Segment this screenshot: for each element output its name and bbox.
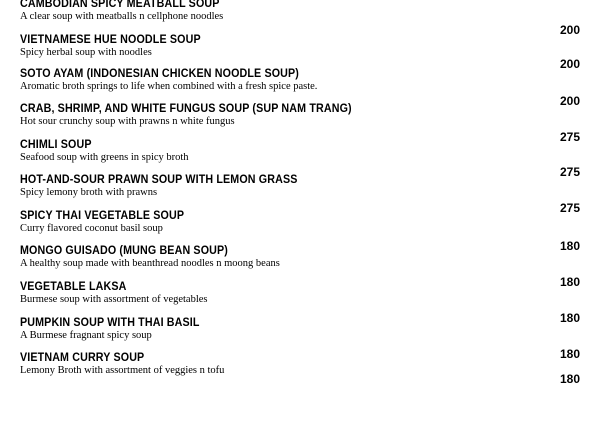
item-description: Hot sour crunchy soup with prawns n white fungus (20, 116, 235, 127)
menu-item (20, 0, 580, 30)
item-name: HOT-AND-SOUR PRAWN SOUP WITH LEMON GRASS (20, 174, 298, 186)
item-description: Burmese soup with assortment of vegetables (20, 294, 208, 305)
menu-item (20, 239, 580, 277)
item-price: 180 (559, 311, 580, 325)
item-name: CHIMLI SOUP (20, 139, 92, 151)
item-description: Aromatic broth springs to life when combined with a fresh spice paste. (20, 81, 318, 92)
item-price: 275 (559, 201, 580, 215)
menu-item (20, 130, 580, 171)
item-name: PUMPKIN SOUP WITH THAI BASIL (20, 317, 200, 329)
item-description: A healthy soup made with beanthread noodles n moong beans (20, 258, 280, 269)
item-description: A Burmese fragnant spicy soup (20, 330, 152, 341)
item-name: SOTO AYAM (INDONESIAN CHICKEN NOODLE SOUP) (20, 68, 300, 80)
menu-item (20, 275, 580, 313)
menu-item (20, 57, 580, 100)
menu-item (20, 201, 580, 242)
menu-item (20, 347, 580, 384)
item-price: 200 (559, 57, 580, 71)
item-description: Spicy lemony broth with prawns (20, 187, 158, 198)
menu-item (20, 311, 580, 349)
item-price: 200 (559, 23, 580, 37)
item-name: VIETNAMESE HUE NOODLE SOUP (20, 34, 201, 46)
item-price: 200 (559, 94, 580, 108)
menu-item (20, 165, 580, 206)
item-price: 180 (559, 275, 580, 289)
item-description: A clear soup with meatballs n cellphone noodles (20, 11, 224, 22)
item-price: 275 (559, 165, 580, 179)
item-description: Seafood soup with greens in spicy broth (20, 152, 189, 163)
item-price: 180 (559, 347, 580, 361)
item-name: MONGO GUISADO (MUNG BEAN SOUP) (20, 245, 228, 257)
item-name: VIETNAM CURRY SOUP (20, 352, 145, 364)
item-price: 180 (559, 239, 580, 253)
item-name: CRAB, SHRIMP, AND WHITE FUNGUS SOUP (SUP NAM TRANG) (20, 103, 352, 115)
item-description: Curry flavored coconut basil soup (20, 223, 163, 234)
item-name: SPICY THAI VEGETABLE SOUP (20, 210, 185, 222)
menu-item (20, 23, 580, 66)
item-name: CAMBODIAN SPICY MEATBALL SOUP (20, 0, 220, 10)
menu-item (20, 94, 580, 135)
item-description: Spicy herbal soup with noodles (20, 47, 152, 58)
item-description: Lemony Broth with assortment of veggies n tofu (20, 365, 225, 376)
item-price: 275 (559, 130, 580, 144)
item-price: 180 (559, 372, 580, 386)
item-name: VEGETABLE LAKSA (20, 281, 127, 293)
menu-item-price-only (20, 372, 580, 419)
